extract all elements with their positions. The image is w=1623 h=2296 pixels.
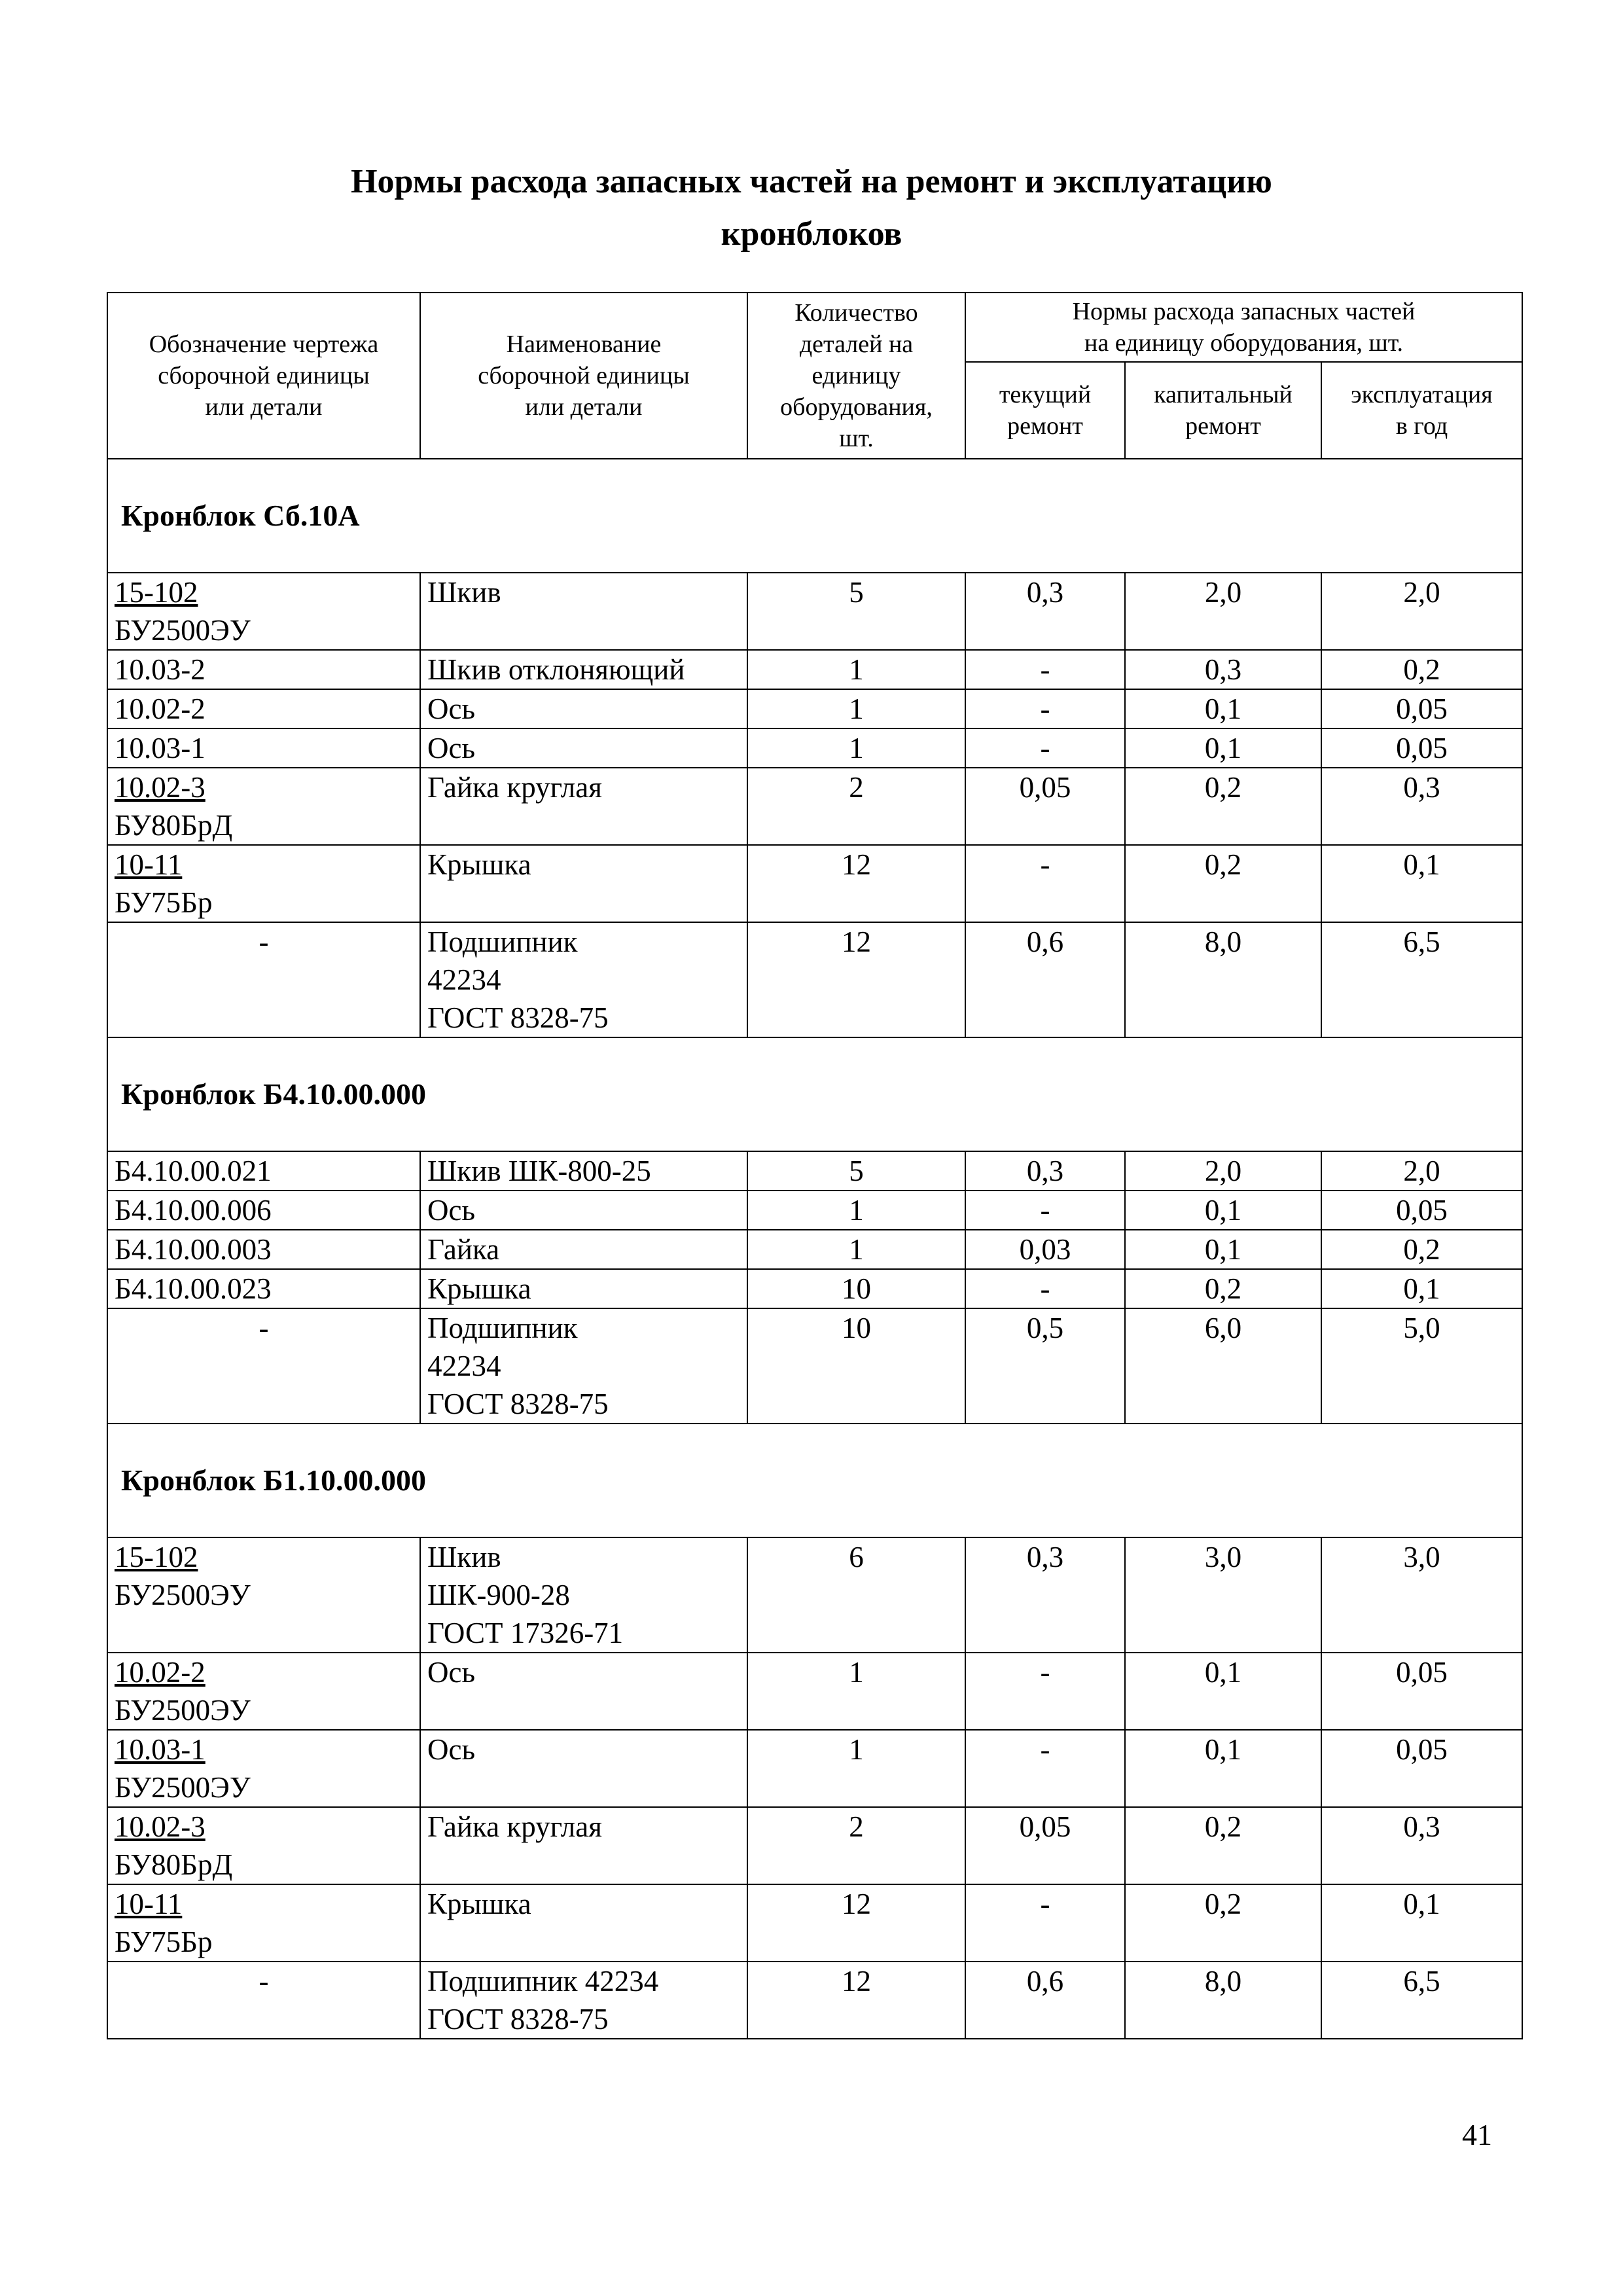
cell-designation [107, 1730, 420, 1807]
table-row [107, 1653, 1522, 1730]
cell-capital-repair: 0,1 [1125, 689, 1321, 728]
designation-code: 10.03-1 [115, 732, 205, 764]
cell-operation-per-year: 0,05 [1321, 728, 1522, 768]
cell-capital-repair: 0,2 [1125, 768, 1321, 845]
cell-operation-per-year: 0,1 [1321, 1884, 1522, 1962]
cell-quantity: 6 [747, 1537, 965, 1653]
designation-code: 10.02-3 [115, 771, 205, 804]
cell-designation [107, 650, 420, 689]
cell-quantity: 1 [747, 728, 965, 768]
cell-name: Ось [420, 689, 747, 728]
cell-name: Крышка [420, 1269, 747, 1308]
designation-code: 10.02-3 [115, 1810, 205, 1843]
cell-designation [107, 1653, 420, 1730]
designation-code: - [259, 925, 269, 958]
designation-material: БУ2500ЭУ [115, 1694, 251, 1727]
table-row [107, 922, 1522, 1037]
section-header-row [107, 1424, 1522, 1537]
cell-name: Шкив ШК-900-28 ГОСТ 17326-71 [420, 1537, 747, 1653]
cell-name: Подшипник 42234 ГОСТ 8328-75 [420, 922, 747, 1037]
cell-operation-per-year: 6,5 [1321, 922, 1522, 1037]
cell-quantity: 12 [747, 922, 965, 1037]
cell-operation-per-year: 0,3 [1321, 768, 1522, 845]
designation-code: Б4.10.00.003 [115, 1233, 272, 1266]
cell-current-repair: 0,03 [965, 1230, 1125, 1269]
cell-current-repair: 0,5 [965, 1308, 1125, 1424]
designation-code: 15-102 [115, 1541, 198, 1573]
cell-capital-repair: 0,1 [1125, 1730, 1321, 1807]
designation-material: БУ2500ЭУ [115, 614, 251, 647]
cell-name: Ось [420, 728, 747, 768]
cell-current-repair: - [965, 1653, 1125, 1730]
header-name: Наименование сборочной единицы или детали [420, 293, 747, 459]
table-row [107, 650, 1522, 689]
cell-designation [107, 1191, 420, 1230]
cell-operation-per-year: 0,05 [1321, 689, 1522, 728]
cell-current-repair: 0,3 [965, 573, 1125, 650]
cell-designation [107, 1537, 420, 1653]
cell-designation [107, 768, 420, 845]
cell-name: Шкив отклоняющий [420, 650, 747, 689]
cell-capital-repair: 0,1 [1125, 1191, 1321, 1230]
designation-material: БУ75Бр [115, 1926, 213, 1958]
table-row [107, 1269, 1522, 1308]
section-header-row [107, 1037, 1522, 1151]
cell-quantity: 1 [747, 1653, 965, 1730]
table-row [107, 845, 1522, 922]
cell-current-repair: - [965, 728, 1125, 768]
cell-designation [107, 1962, 420, 2039]
cell-designation [107, 1230, 420, 1269]
cell-designation [107, 689, 420, 728]
cell-operation-per-year: 0,2 [1321, 1230, 1522, 1269]
cell-capital-repair: 0,3 [1125, 650, 1321, 689]
table-body [107, 459, 1522, 2039]
document-title-line-2: кронблоков [721, 215, 902, 253]
designation-code: 10.03-1 [115, 1733, 205, 1766]
cell-current-repair: 0,6 [965, 1962, 1125, 2039]
cell-current-repair: - [965, 689, 1125, 728]
cell-name: Подшипник 42234 ГОСТ 8328-75 [420, 1962, 747, 2039]
cell-operation-per-year: 3,0 [1321, 1537, 1522, 1653]
document-title [0, 156, 1623, 260]
table-row [107, 1230, 1522, 1269]
cell-operation-per-year: 0,05 [1321, 1730, 1522, 1807]
cell-operation-per-year: 0,05 [1321, 1653, 1522, 1730]
designation-code: Б4.10.00.006 [115, 1194, 272, 1227]
cell-quantity: 12 [747, 1962, 965, 2039]
cell-name: Гайка [420, 1230, 747, 1269]
cell-capital-repair: 6,0 [1125, 1308, 1321, 1424]
designation-code: Б4.10.00.023 [115, 1272, 272, 1305]
cell-operation-per-year: 6,5 [1321, 1962, 1522, 2039]
designation-code: Б4.10.00.021 [115, 1155, 272, 1187]
designation-code: 15-102 [115, 576, 198, 609]
cell-name: Гайка круглая [420, 768, 747, 845]
header-norms-group: Нормы расхода запасных частей на единицу оборудования, шт. [965, 293, 1522, 362]
section-title: Кронблок Б1.10.00.000 [107, 1424, 1522, 1537]
cell-capital-repair: 2,0 [1125, 573, 1321, 650]
cell-capital-repair: 8,0 [1125, 922, 1321, 1037]
cell-capital-repair: 0,1 [1125, 1230, 1321, 1269]
cell-capital-repair: 2,0 [1125, 1151, 1321, 1191]
cell-name: Ось [420, 1730, 747, 1807]
section-header-row [107, 459, 1522, 573]
designation-code: 10-11 [115, 1888, 183, 1920]
designation-material: БУ80БрД [115, 809, 233, 842]
cell-current-repair: - [965, 1269, 1125, 1308]
cell-operation-per-year: 0,1 [1321, 845, 1522, 922]
section-title: Кронблок Сб.10А [107, 459, 1522, 573]
cell-quantity: 12 [747, 845, 965, 922]
cell-name: Подшипник 42234 ГОСТ 8328-75 [420, 1308, 747, 1424]
cell-current-repair: 0,6 [965, 922, 1125, 1037]
table-row [107, 1730, 1522, 1807]
table-row [107, 1308, 1522, 1424]
cell-capital-repair: 0,1 [1125, 1653, 1321, 1730]
designation-material: БУ75Бр [115, 886, 213, 919]
cell-current-repair: 0,05 [965, 768, 1125, 845]
designation-material: БУ2500ЭУ [115, 1771, 251, 1804]
cell-quantity: 1 [747, 689, 965, 728]
header-quantity: Количество деталей на единицу оборудования, шт. [747, 293, 965, 459]
table-row [107, 768, 1522, 845]
table-header [107, 293, 1522, 459]
designation-code: 10-11 [115, 848, 183, 881]
cell-designation [107, 922, 420, 1037]
cell-operation-per-year: 2,0 [1321, 573, 1522, 650]
cell-operation-per-year: 0,1 [1321, 1269, 1522, 1308]
cell-designation [107, 845, 420, 922]
cell-quantity: 1 [747, 1730, 965, 1807]
cell-capital-repair: 0,2 [1125, 1884, 1321, 1962]
cell-current-repair: 0,05 [965, 1807, 1125, 1884]
cell-quantity: 2 [747, 1807, 965, 1884]
table-row [107, 689, 1522, 728]
cell-current-repair: - [965, 845, 1125, 922]
designation-material: БУ80БрД [115, 1848, 233, 1881]
designation-code: 10.03-2 [115, 653, 205, 686]
cell-quantity: 10 [747, 1269, 965, 1308]
cell-capital-repair: 0,1 [1125, 728, 1321, 768]
cell-capital-repair: 0,2 [1125, 845, 1321, 922]
cell-quantity: 5 [747, 1151, 965, 1191]
cell-designation [107, 728, 420, 768]
cell-capital-repair: 8,0 [1125, 1962, 1321, 2039]
cell-operation-per-year: 0,3 [1321, 1807, 1522, 1884]
document-title-line-1: Нормы расхода запасных частей на ремонт и эксплуатацию [351, 163, 1272, 200]
header-current-repair: текущий ремонт [965, 362, 1125, 459]
cell-current-repair: 0,3 [965, 1151, 1125, 1191]
table-row [107, 1962, 1522, 2039]
section-title: Кронблок Б4.10.00.000 [107, 1037, 1522, 1151]
cell-name: Шкив [420, 573, 747, 650]
cell-designation [107, 1807, 420, 1884]
cell-quantity: 1 [747, 1230, 965, 1269]
table-row [107, 1191, 1522, 1230]
cell-name: Ось [420, 1191, 747, 1230]
cell-name: Ось [420, 1653, 747, 1730]
table-row [107, 1151, 1522, 1191]
cell-name: Шкив ШК-800-25 [420, 1151, 747, 1191]
cell-current-repair: - [965, 1191, 1125, 1230]
designation-code: - [259, 1965, 269, 1998]
designation-material: БУ2500ЭУ [115, 1579, 251, 1611]
designation-code: 10.02-2 [115, 692, 205, 725]
cell-operation-per-year: 2,0 [1321, 1151, 1522, 1191]
cell-designation [107, 573, 420, 650]
cell-designation [107, 1151, 420, 1191]
cell-name: Крышка [420, 1884, 747, 1962]
header-operation-per-year: эксплуатация в год [1321, 362, 1522, 459]
cell-designation [107, 1884, 420, 1962]
cell-designation [107, 1269, 420, 1308]
table-row [107, 1537, 1522, 1653]
header-capital-repair: капитальный ремонт [1125, 362, 1321, 459]
cell-current-repair: - [965, 650, 1125, 689]
table-row [107, 728, 1522, 768]
cell-operation-per-year: 0,2 [1321, 650, 1522, 689]
cell-designation [107, 1308, 420, 1424]
cell-current-repair: - [965, 1730, 1125, 1807]
cell-capital-repair: 3,0 [1125, 1537, 1321, 1653]
cell-capital-repair: 0,2 [1125, 1269, 1321, 1308]
cell-operation-per-year: 0,05 [1321, 1191, 1522, 1230]
cell-quantity: 1 [747, 1191, 965, 1230]
cell-name: Крышка [420, 845, 747, 922]
cell-quantity: 1 [747, 650, 965, 689]
cell-quantity: 5 [747, 573, 965, 650]
cell-quantity: 2 [747, 768, 965, 845]
table-row [107, 1807, 1522, 1884]
cell-current-repair: 0,3 [965, 1537, 1125, 1653]
cell-name: Гайка круглая [420, 1807, 747, 1884]
designation-code: 10.02-2 [115, 1656, 205, 1689]
cell-quantity: 10 [747, 1308, 965, 1424]
cell-current-repair: - [965, 1884, 1125, 1962]
table-row [107, 573, 1522, 650]
cell-operation-per-year: 5,0 [1321, 1308, 1522, 1424]
header-designation: Обозначение чертежа сборочной единицы или детали [107, 293, 420, 459]
designation-code: - [259, 1312, 269, 1344]
cell-quantity: 12 [747, 1884, 965, 1962]
page-number: 41 [1462, 2118, 1492, 2151]
table-row [107, 1884, 1522, 1962]
cell-capital-repair: 0,2 [1125, 1807, 1321, 1884]
spare-parts-norms-table [107, 292, 1523, 2039]
